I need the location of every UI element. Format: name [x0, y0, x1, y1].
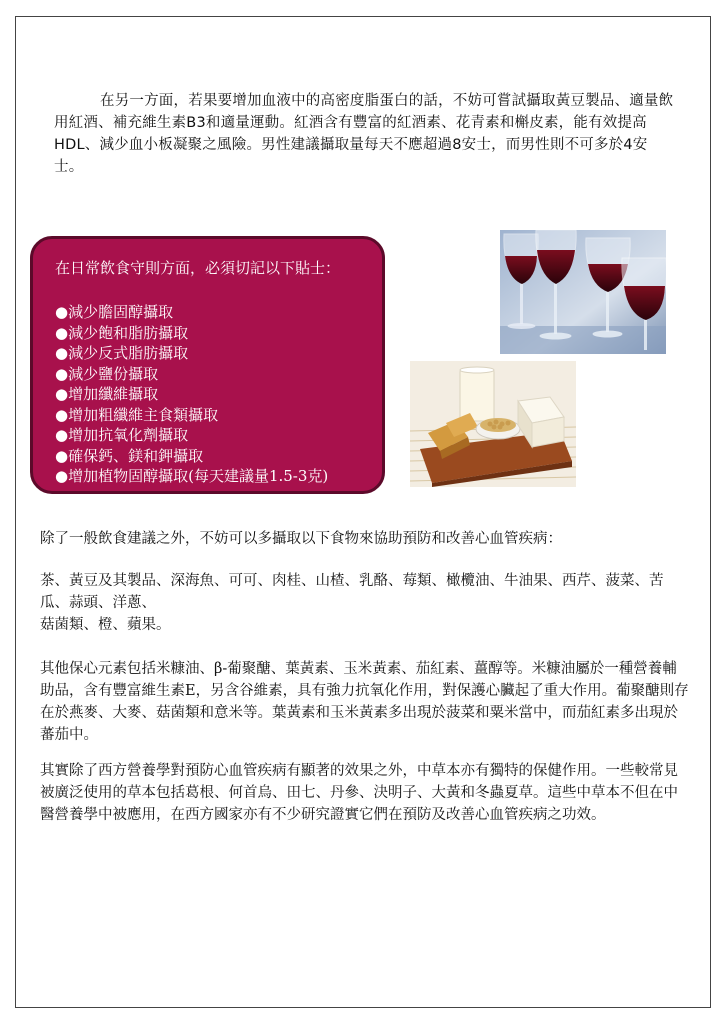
diet-intro-text: 除了一般飲食建議之外，不妨可以多攝取以下食物來協助預防和改善心血管疾病： [40, 531, 562, 547]
tip-item: ●減少膽固醇攝取 [55, 303, 174, 321]
tip-item: ●增加植物固醇攝取(每天建議量1.5-3克) [55, 467, 329, 485]
tip-item: ●增加抗氧化劑攝取 [55, 426, 189, 444]
herbal-medicine-paragraph: 其實除了西方營養學對預防心血管疾病有顯著的效果之外，中草本亦有獨特的保健作用。一些較常見被廣泛使用的草本包括葛根、何首烏、田七、丹參、決明子、大黃和冬蟲夏草。這些中草本不但在中醫營養學中被應用，在西方國家亦有不少研究證實它們在預防及改善心血管疾病之功效。 [40, 763, 678, 823]
intro-paragraph: 在另一方面，若果要增加血液中的高密度脂蛋白的話，不妨可嘗試攝取黃豆製品、適量飲用紅酒、補充維生素B3和適量運動。紅酒含有豐富的紅酒素、花青素和槲皮素，能有效提高HDL、減少血小板凝聚之風險。男性建議攝取量每天不應超過8安士，而男性則不可多於4安士。 [54, 93, 674, 175]
foods-line: 茶、黃豆及其製品、深海魚、可可、肉桂、山楂、乳酪、莓類、橄欖油、牛油果、西芹、菠菜、苦瓜、蒜頭、洋蔥、 [40, 573, 664, 611]
heart-protective-elements-paragraph: 其他保心元素包括米糠油、β-葡聚醣、葉黃素、玉米黃素、茄紅素、薑醇等。米糠油屬於一種營養輔助品，含有豐富維生素E，另含谷維素，具有強力抗氧化作用，對保護心臟起了重大作用。葡聚醣則存在於燕麥、大麥、菇菌類和意米等。葉黃素和玉米黃素多出現於菠菜和粟米當中，而茄紅素多出現於蕃茄中。 [40, 661, 689, 743]
tip-item: ●增加粗纖維主食類攝取 [55, 405, 219, 424]
tip-item: ●減少反式脂肪攝取 [55, 344, 189, 362]
soy-products-photo [410, 361, 576, 487]
tips-title: 在日常飲食守則方面，必須切記以下貼士： [55, 259, 341, 277]
tip-item: ●確保鈣、鎂和鉀攝取 [55, 446, 204, 465]
tip-item: ●減少飽和脂肪攝取 [55, 323, 189, 342]
diet-tips-box [30, 236, 385, 494]
red-wine-glasses-photo [500, 230, 666, 354]
recommended-foods [40, 570, 690, 636]
tips-list [55, 302, 382, 487]
tip-item: ●增加纖維攝取 [55, 385, 159, 403]
foods-line: 菇菌類、橙、蘋果。 [40, 617, 171, 633]
tip-item: ●減少鹽份攝取 [55, 364, 159, 383]
